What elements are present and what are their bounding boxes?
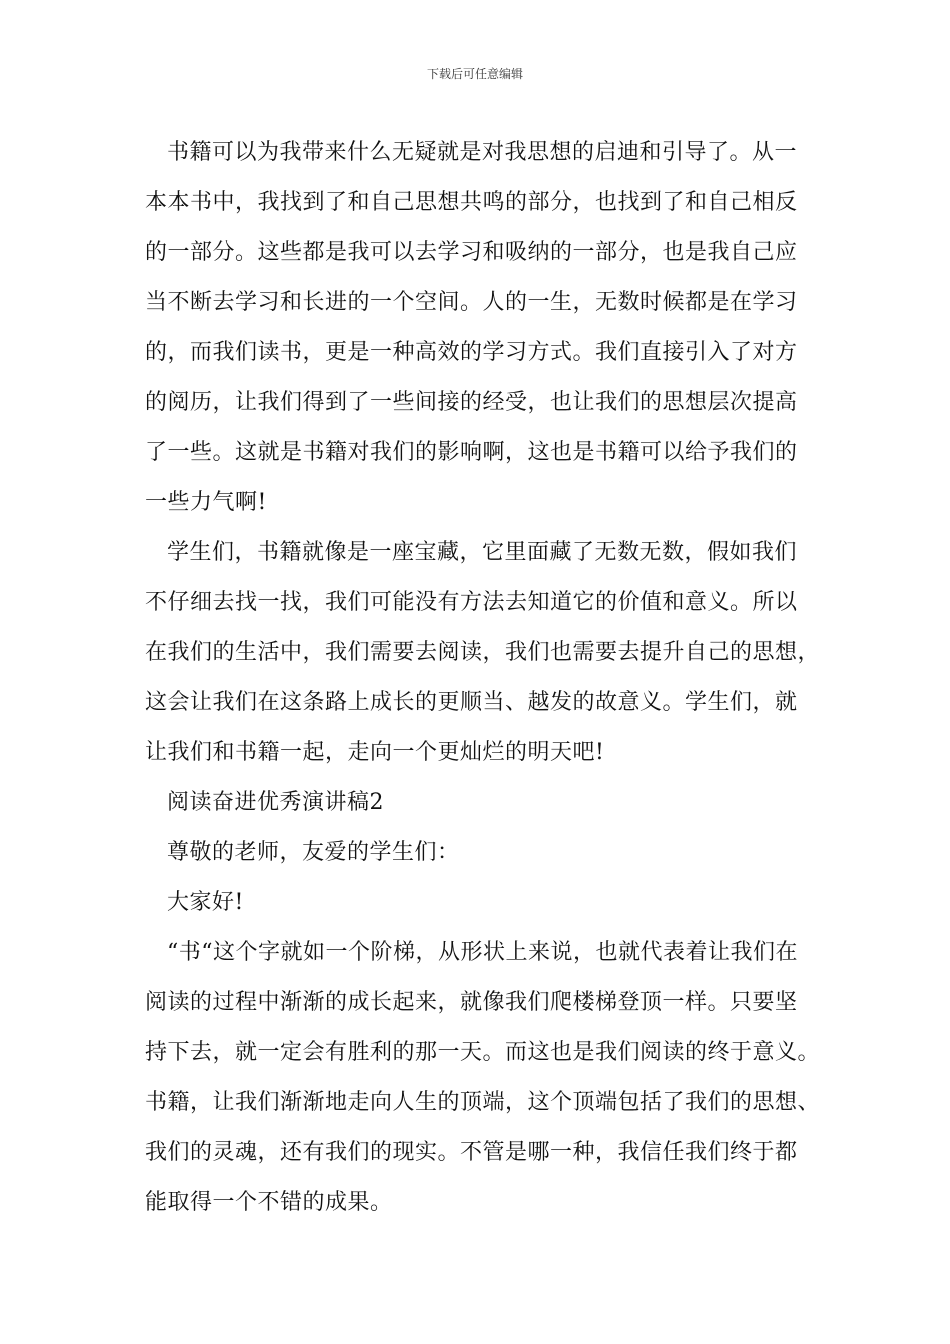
paragraph-2-line-4: 这会让我们在这条路上成长的更顺当、越发的故意义。学生们，就 — [145, 690, 798, 715]
paragraph-1-line-6: 的阅历，让我们得到了一些间接的经受，也让我们的思想层次提高 — [145, 390, 798, 415]
paragraph-1-line-3: 的一部分。这些都是我可以去学习和吸纳的一部分，也是我自己应 — [145, 240, 798, 265]
paragraph-1-line-4: 当不断去学习和长进的一个空间。人的一生，无数时候都是在学习 — [145, 290, 798, 315]
paragraph-1-line-7: 了一些。这就是书籍对我们的影响啊，这也是书籍可以给予我们的 — [145, 440, 798, 465]
paragraph-2-line-1: 学生们，书籍就像是一座宝藏，它里面藏了无数无数，假如我们 — [167, 540, 798, 565]
paragraph-2-line-5: 让我们和书籍一起，走向一个更灿烂的明天吧! — [145, 740, 605, 765]
paragraph-2-line-3: 在我们的生活中，我们需要去阅读，我们也需要去提升自己的思想， — [145, 640, 821, 665]
section-title: 阅读奋进优秀演讲稿2 — [167, 790, 384, 815]
greeting: 大家好! — [167, 890, 244, 915]
paragraph-3-line-5: 我们的灵魂，还有我们的现实。不管是哪一种，我信任我们终于都 — [145, 1140, 798, 1165]
paragraph-1-line-8: 一些力气啊! — [145, 490, 267, 515]
paragraph-3-line-2: 阅读的过程中渐渐的成长起来，就像我们爬楼梯登顶一样。只要坚 — [145, 990, 798, 1015]
paragraph-3-line-1: “书“这个字就如一个阶梯，从形状上来说，也就代表着让我们在 — [167, 940, 798, 965]
paragraph-2-line-2: 不仔细去找一找，我们可能没有方法去知道它的价值和意义。所以 — [145, 590, 798, 615]
paragraph-1-line-2: 本本书中，我找到了和自己思想共鸣的部分，也找到了和自己相反 — [145, 190, 798, 215]
page-header: 下载后可任意编辑 — [426, 67, 523, 81]
paragraph-3-line-6: 能取得一个不错的成果。 — [145, 1190, 393, 1215]
paragraph-3-line-4: 书籍，让我们渐渐地走向人生的顶端，这个顶端包括了我们的思想、 — [145, 1090, 821, 1115]
paragraph-1-line-1: 书籍可以为我带来什么无疑就是对我思想的启迪和引导了。从一 — [167, 140, 798, 165]
salutation: 尊敬的老师，友爱的学生们： — [167, 840, 460, 865]
document-body — [145, 128, 821, 1228]
paragraph-3-line-3: 持下去，就一定会有胜利的那一天。而这也是我们阅读的终于意义。 — [145, 1040, 821, 1065]
paragraph-1-line-5: 的，而我们读书，更是一种高效的学习方式。我们直接引入了对方 — [145, 340, 798, 365]
